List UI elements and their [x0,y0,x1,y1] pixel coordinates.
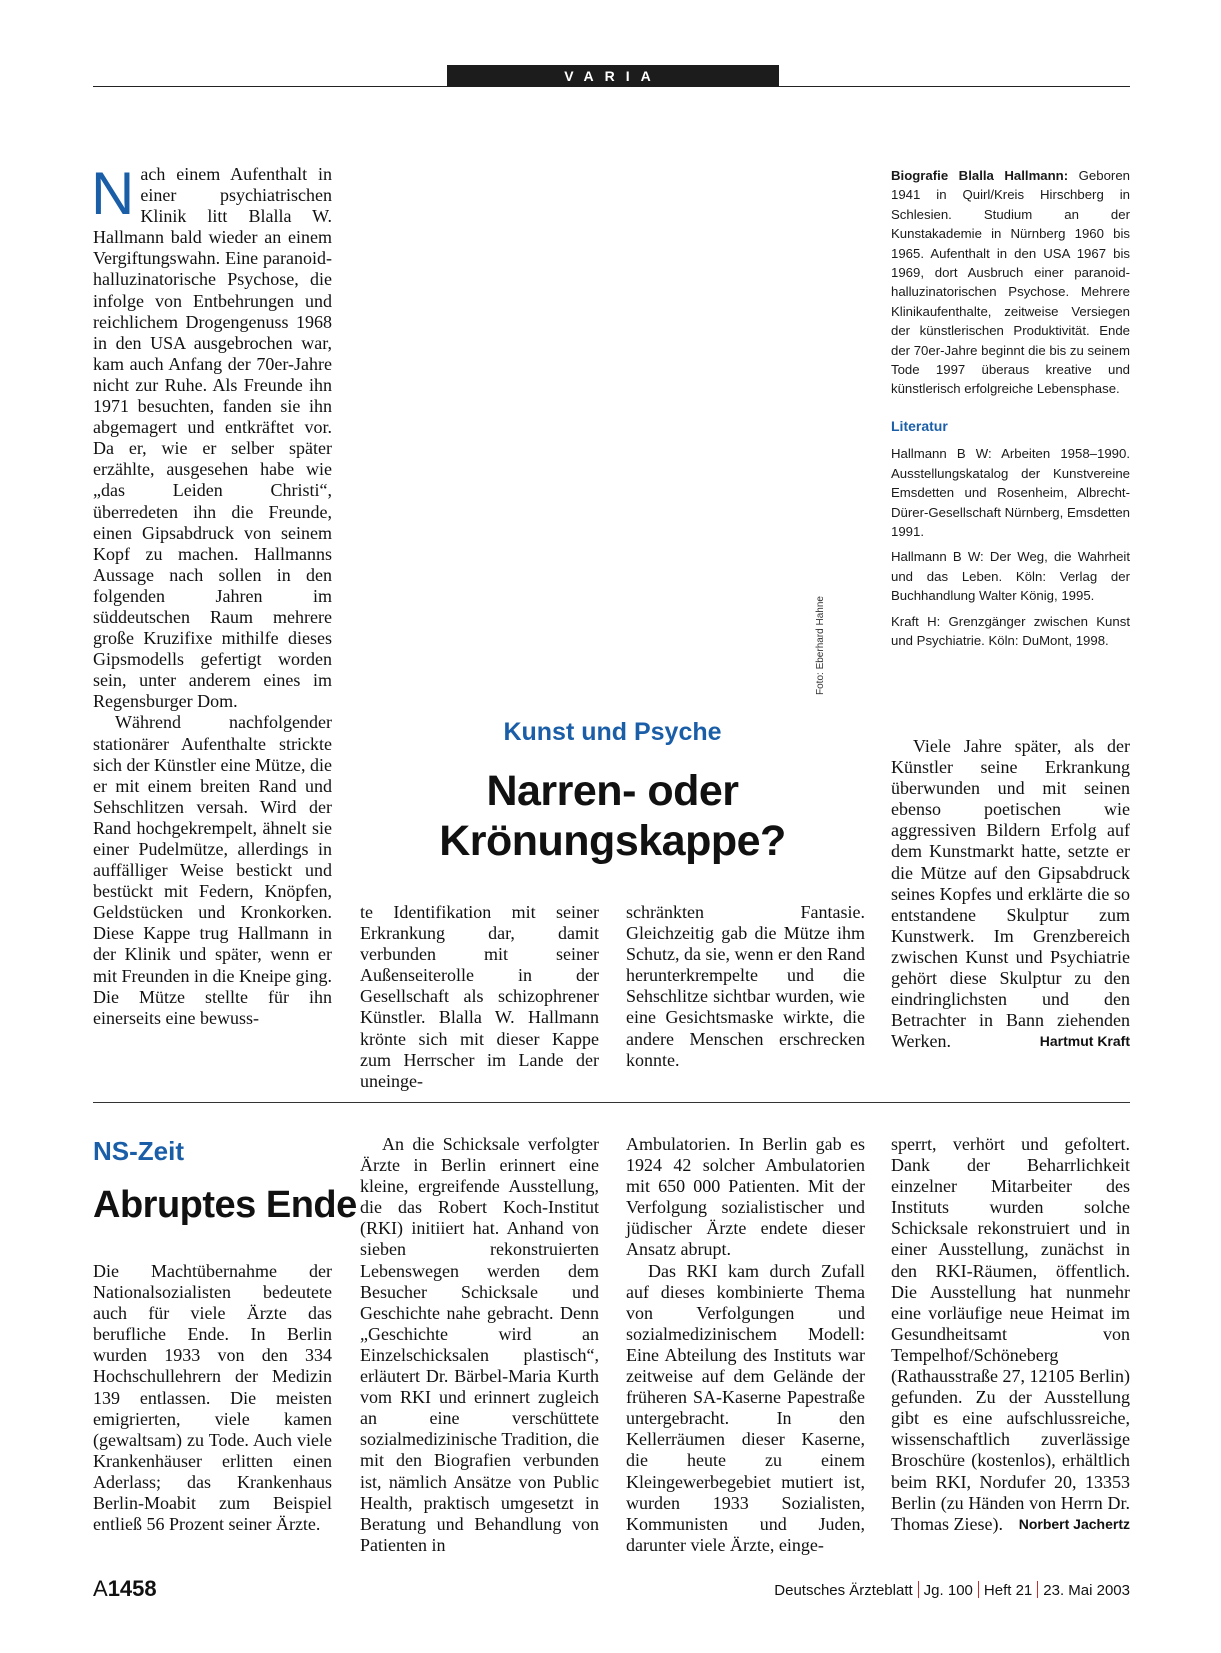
page-number [93,1576,157,1602]
literature-heading: Literatur [891,417,948,434]
article2-column-4 [891,1134,1130,1535]
biography-label: Biografie Blalla Hallmann: [891,168,1069,183]
biography-box [891,166,1130,656]
headline-line-2: Krönungskappe? [439,817,786,865]
biography-text: Biografie Blalla Hallmann: Geboren 1941 in Quirl/Kreis Hirschberg in Schlesien. Studium an der Kunstakademie in Nürnberg 1960 bis 1965. Aufenthalt in den USA 1967 bis 1969, dort Ausbruch einer paranoid-halluzinatorischen Psychose. Mehrere Klinikaufenthalte, zeitweise Versiegen der künstlerischen Produktivität. Ende der 70er-Jahre beginnt die bis zu seinem Tode 1997 überaus kreative und künstlerisch erfolgreiche Lebensphase. [891,168,1130,397]
journal-volume: Jg. 100 [923,1582,973,1599]
article1-kicker: Kunst und Psyche [503,718,722,746]
article-divider [93,1102,1130,1103]
article1-author: Hartmut Kraft [1039,1033,1130,1050]
article2-column-2-text: An die Schicksale verfolgter Ärzte in Berlin erinnert eine kleine, ergreifende Ausstellung, die das Robert Koch-Institut (RKI) initiiert hat. Anhand von sieben rekonstruierten Lebenswegen werden dem Besucher Schicksale und Geschichte nahe gebracht. Denn „Geschichte wird an Einzelschicksalen plastisch“, erläutert Dr. Bärbel-Maria Kurth vom RKI und erinnert zugleich an eine verschüttete sozialmedizinische Tradition, die mit den Biografien verbunden ist, nämlich Ansätze von Public Health, praktisch umgesetzt in Beratung und Behandlung von Patienten in [360,1134,599,1555]
footer-separator [1037,1581,1038,1598]
article1-paragraph-1: Nach einem Aufenthalt in einer psychiatrischen Klinik litt Blalla W. Hallmann bald wieder an einem Vergiftungswahn. Eine paranoid-halluzinatorische Psychose, die infolge von Entbehrungen und reichlichem Drogengenuss 1968 in den USA ausgebrochen war, kam auch Anfang der 70er-Jahre nicht zur Ruhe. Als Freunde ihn 1971 besuchten, fanden sie ihn abgemagert und entkräftet vor. Da er, wie er selber später erzählte, ausgesehen habe wie „das Leiden Christi“, überredeten ihn die Freunde, einen Gipsabdruck von seinem Kopf zu machen. Hallmanns Aussage nach sollen in den folgenden Jahren im süddeutschen Raum mehrere große Kruzifixe mithilfe dieses Gipsmodells gefertigt worden sein, unter anderem eines im Regensburger Dom. [91,160,332,712]
article2-author: Norbert Jachertz [1018,1515,1130,1532]
article1-paragraph-2: Während nachfolgender stationärer Aufenthalte strickte sich der Künstler eine Mütze, die er mit einem breiten Rand und Sehschlitzen versah. Wird der Rand hochgekrempelt, ähnelt sie einer Pudelmütze, allerdings in auffälliger Weise bestickt und bestückt mit Federn, Knöpfen, Geldstücken und Kronkorken. Diese Kappe trug Hallmann in der Klinik und später, wenn er mit Freunden in die Kneipe ging. Die Mütze stellte für ihn einerseits eine bewuss- [93,712,332,1028]
article1-headline [360,766,865,866]
journal-issue: Heft 21 [983,1582,1033,1599]
article2-column-4-text: sperrt, verhört und gefoltert. Dank der Beharrlichkeit einzelner Mitarbeiter des Instituts wurden solche Schicksale rekonstruiert und in einer Ausstellung, zunächst in den RKI-Räumen, öffentlich. Die Ausstellung hat nunmehr eine vorläufige neue Heimat im Gesundheitsamt von Tempelhof/Schöneberg (Rathausstraße 27, 12105 Berlin) gefunden. Zu der Ausstellung gibt es eine aufschlussreiche, wissenschaftlich zuverlässige Broschüre (kostenlos), erhältlich beim RKI, Nordufer 20, 13353 Berlin (zu Händen von Herrn Dr. Thomas Ziese). Norbert Jachertz [891,1134,1130,1534]
article1-column-4 [891,736,1130,1052]
drop-cap: N [91,160,135,227]
article2-column-3 [626,1134,865,1556]
literature-entry: Hallmann B W: Arbeiten 1958–1990. Ausstellungskatalog der Kunstvereine Emsdetten und Rosenheim, Albrecht-Dürer-Gesellschaft Nürnberg, Emsdetten 1991. [891,446,1130,539]
article1-column-1 [91,160,332,1029]
footer-separator [978,1581,979,1598]
page-prefix: A [93,1576,108,1601]
footer-separator [918,1581,919,1598]
section-label: VARIA [447,65,779,87]
page-number-value: 1458 [107,1576,157,1601]
article1-column-2: te Identifikation mit seiner Erkrankung dar, damit verbunden mit seiner Außenseiterolle in der Gesellschaft als schizophrener Künstler. Blalla W. Hallmann krönte sich mit dieser Kappe zum Herrscher im Lande der uneinge- [360,902,599,1091]
literature-entry: Kraft H: Grenzgänger zwischen Kunst und Psychiatrie. Köln: DuMont, 1998. [891,613,1130,648]
footer-citation [774,1581,1130,1599]
article2-column-3-paragraph-2: Das RKI kam durch Zufall auf dieses kombinierte Thema von Verfolgungen und sozialmedizinischem Modell: Eine Abteilung des Instituts war zeitweise auf dem Gelände der früheren SA-Kaserne Papestraße untergebracht. In den Kellerräumen dieser Kaserne, die heute zu einem Kleingewerbegebiet mutiert ist, wurden 1933 Sozialisten, Kommunisten und Juden, darunter viele Ärzte, einge- [626,1260,865,1555]
journal-date: 23. Mai 2003 [1043,1582,1130,1599]
article1-column-3: schränkten Fantasie. Gleichzeitig gab die Mütze ihm Schutz, da sie, wenn er den Rand herunterkrempelte und die Sehschlitze sichtbar wurden, wie eine Gesichtsmaske wirkte, die andere Menschen erschrecken konnte. [626,902,865,1070]
journal-name: Deutsches Ärzteblatt [774,1582,913,1599]
article1-column-4-text: Viele Jahre später, als der Künstler seine Erkrankung überwunden und mit seinen ebenso poetischen wie aggressiven Bildern Erfolg auf dem Kunstmarkt hatte, setzte er die Mütze auf den Gipsabdruck seines Kopfes und erklärte die so entstandene Skulptur zum Kunstwerk. Im Grenzbereich zwischen Kunst und Psychiatrie gehört diese Skulptur zu den eindringlichsten und den Betrachter in Bann ziehenden Werken. Hartmut Kraft [891,736,1130,1052]
literature-entry: Hallmann B W: Der Weg, die Wahrheit und das Leben. Köln: Verlag der Buchhandlung Walter König, 1995. [891,549,1130,604]
article2-kicker: NS-Zeit [93,1136,184,1166]
photo-credit: Foto: Eberhard Hahne [815,596,826,695]
headline-line-1: Narren- oder [486,767,739,815]
article2-headline: Abruptes Ende [93,1184,357,1226]
article2-column-1: Die Machtübernahme der Nationalsozialisten bedeutete auch für viele Ärzte das berufliche Ende. In Berlin wurden 1933 von den 334 Hochschullehrern der Medizin 139 entlassen. Die meisten emigrierten, viele kamen (gewaltsam) zu Tode. Auch viele Krankenhäuser erlitten einen Aderlass; das Krankenhaus Berlin-Moabit zum Beispiel entließ 56 Prozent seiner Ärzte. [93,1261,332,1535]
article2-column-2 [360,1134,599,1556]
article2-column-3-paragraph-1: Ambulatorien. In Berlin gab es 1924 42 solcher Ambulatorien mit 650 000 Patienten. Mit der Verfolgung sozialistischer und jüdischer Ärzte endete dieser Ansatz abrupt. [626,1134,865,1260]
